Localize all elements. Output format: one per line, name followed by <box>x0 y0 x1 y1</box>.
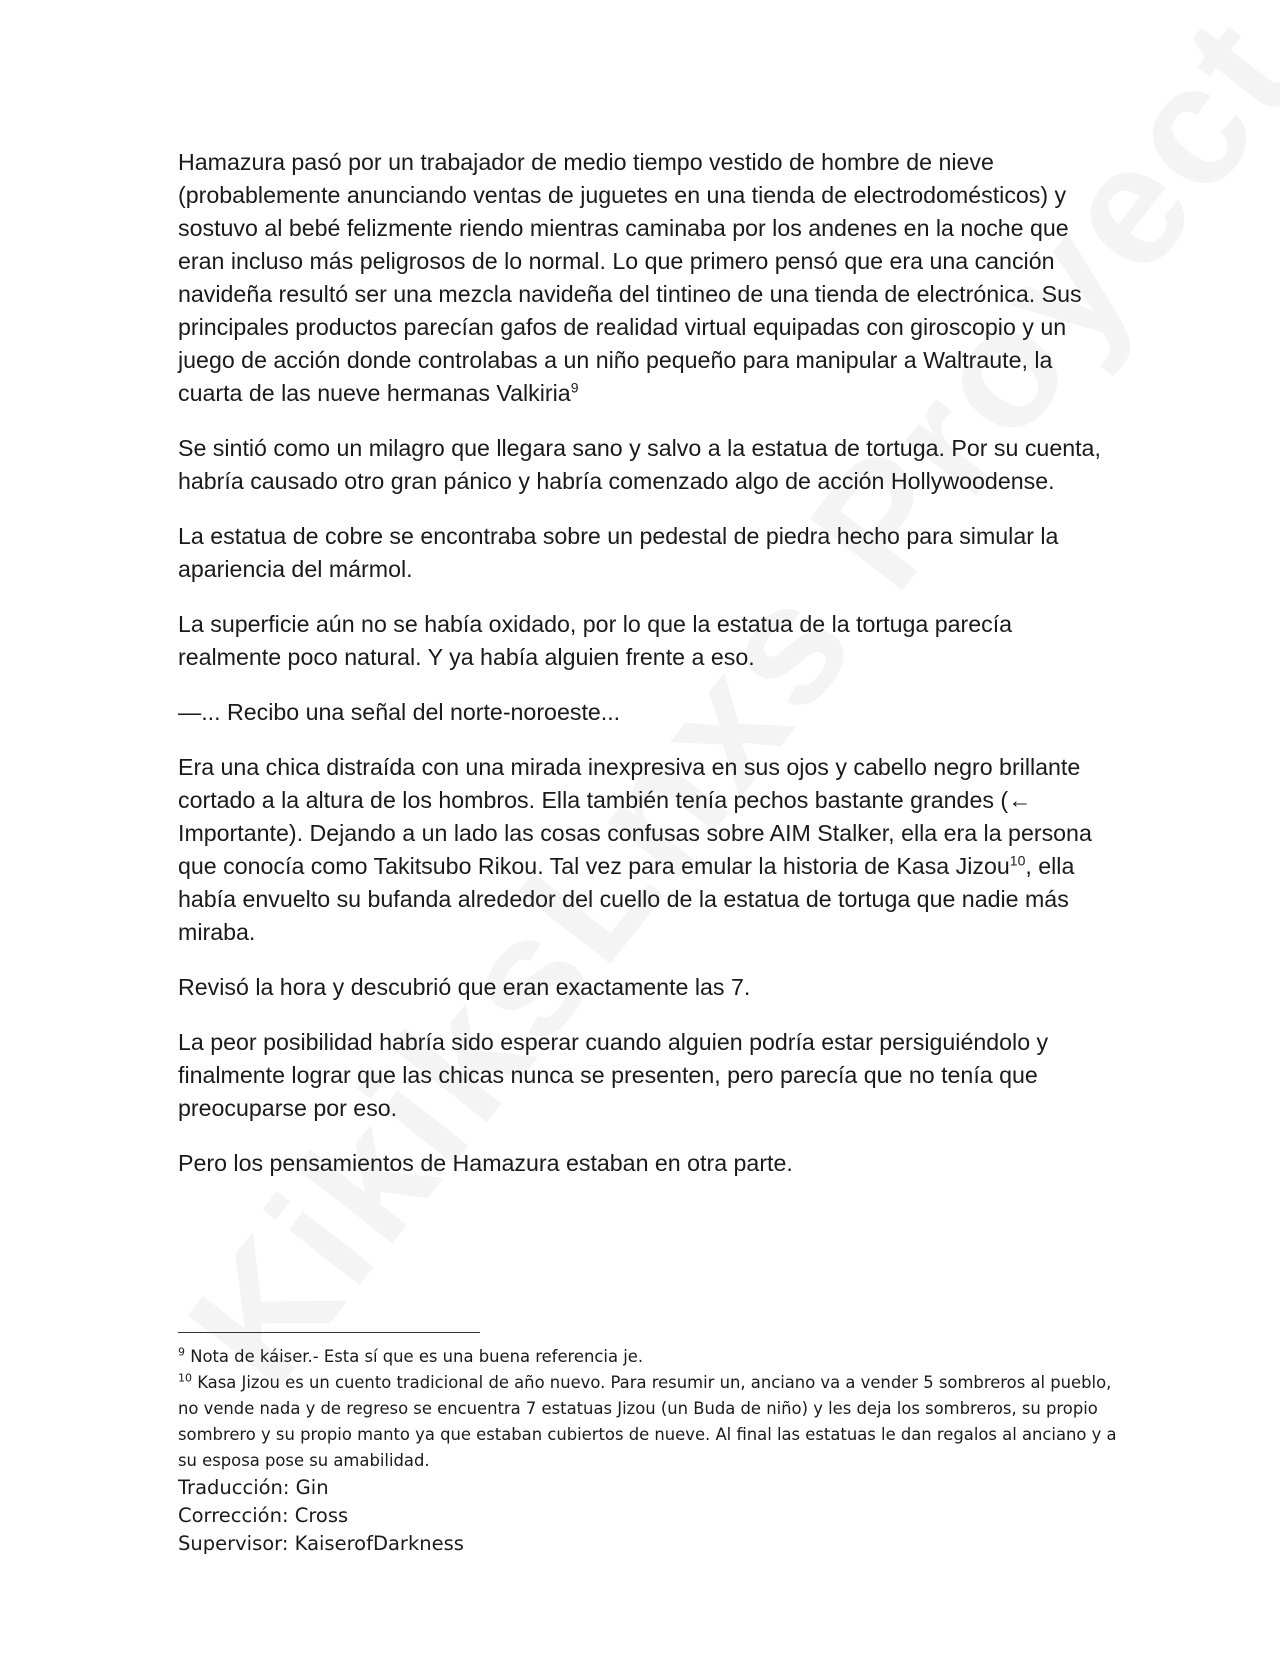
paragraph-6: Era una chica distraída con una mirada inexpresiva en sus ojos y cabello negro brillante cortado a la altura de los hombros. Ella también tenía pechos bastante grandes (← Importante). Dejando a un lado las cosas confusas sobre AIM Stalker, ella era la persona que conocía como Takitsubo Rikou. Tal vez para emular la historia de Kasa Jizou$^{10}$, ella había envuelto su bufanda alrededor del cuello de la estatua de tortuga que nadie más miraba. <box>178 754 1092 945</box>
document-body <box>178 146 1118 1202</box>
credit-supervisor: Supervisor: KaiserofDarkness <box>178 1532 464 1555</box>
paragraph-2: Se sintió como un milagro que llegara sano y salvo a la estatua de tortuga. Por su cuenta, habría causado otro gran pánico y habría comenzado algo de acción Hollywoodense. <box>178 435 1101 494</box>
credit-correction: Corrección: Cross <box>178 1504 349 1527</box>
footnote-ref-10: 10 <box>1009 852 1026 869</box>
paragraph-9: Pero los pensamientos de Hamazura estaban en otra parte. <box>178 1150 793 1176</box>
paragraph-3: La estatua de cobre se encontraba sobre un pedestal de piedra hecho para simular la apariencia del mármol. <box>178 523 1059 582</box>
footnote-10: $^{10}$ Kasa Jizou es un cuento tradicional de año nuevo. Para resumir un, anciano va a vender 5 sombreros al pueblo, no vende nada y de regreso se encuentra 7 estatuas Jizou (un Buda de niño) y les deja los sombreros, su propio sombrero y su propio manto ya que estaban cubiertos de nueve. Al final las estatuas le dan regalos al anciano y a su esposa pose su amabilidad. <box>178 1371 1117 1470</box>
paragraph-7: Revisó la hora y descubrió que eran exactamente las 7. <box>178 974 751 1000</box>
paragraph-4: La superficie aún no se había oxidado, por lo que la estatua de la tortuga parecía realmente poco natural. Y ya había alguien frente a eso. <box>178 611 1013 670</box>
footnotes <box>178 1344 1118 1558</box>
credit-translation: Traducción: Gin <box>178 1476 329 1499</box>
footnote-separator <box>178 1332 480 1333</box>
paragraph-5: —... Recibo una señal del norte-noroeste... <box>178 699 621 725</box>
footnote-ref-9: 9 <box>570 379 579 396</box>
paragraph-8: La peor posibilidad habría sido esperar cuando alguien podría estar persiguiéndolo y finalmente lograr que las chicas nunca se presenten, pero parecía que no tenía que preocuparse por eso. <box>178 1029 1049 1121</box>
footnote-9: $^9$ Nota de káiser.- Esta sí que es una buena referencia je. <box>178 1345 644 1366</box>
paragraph-1: Hamazura pasó por un trabajador de medio tiempo vestido de hombre de nieve (probablemente anunciando ventas de juguetes en una tienda de electrodomésticos) y sostuvo al bebé felizmente riendo mientras caminaba por los andenes en la noche que eran incluso más peligrosos de lo normal. Lo que primero pensó que era una canción navideña resultó ser una mezcla navideña del tintineo de una tienda de electrónica. Sus principales productos parecían gafos de realidad virtual equipadas con giroscopio y un juego de acción donde controlabas a un niño pequeño para manipular a Waltraute, la cuarta de las nueve hermanas Valkiria$^9$ <box>178 149 1082 406</box>
